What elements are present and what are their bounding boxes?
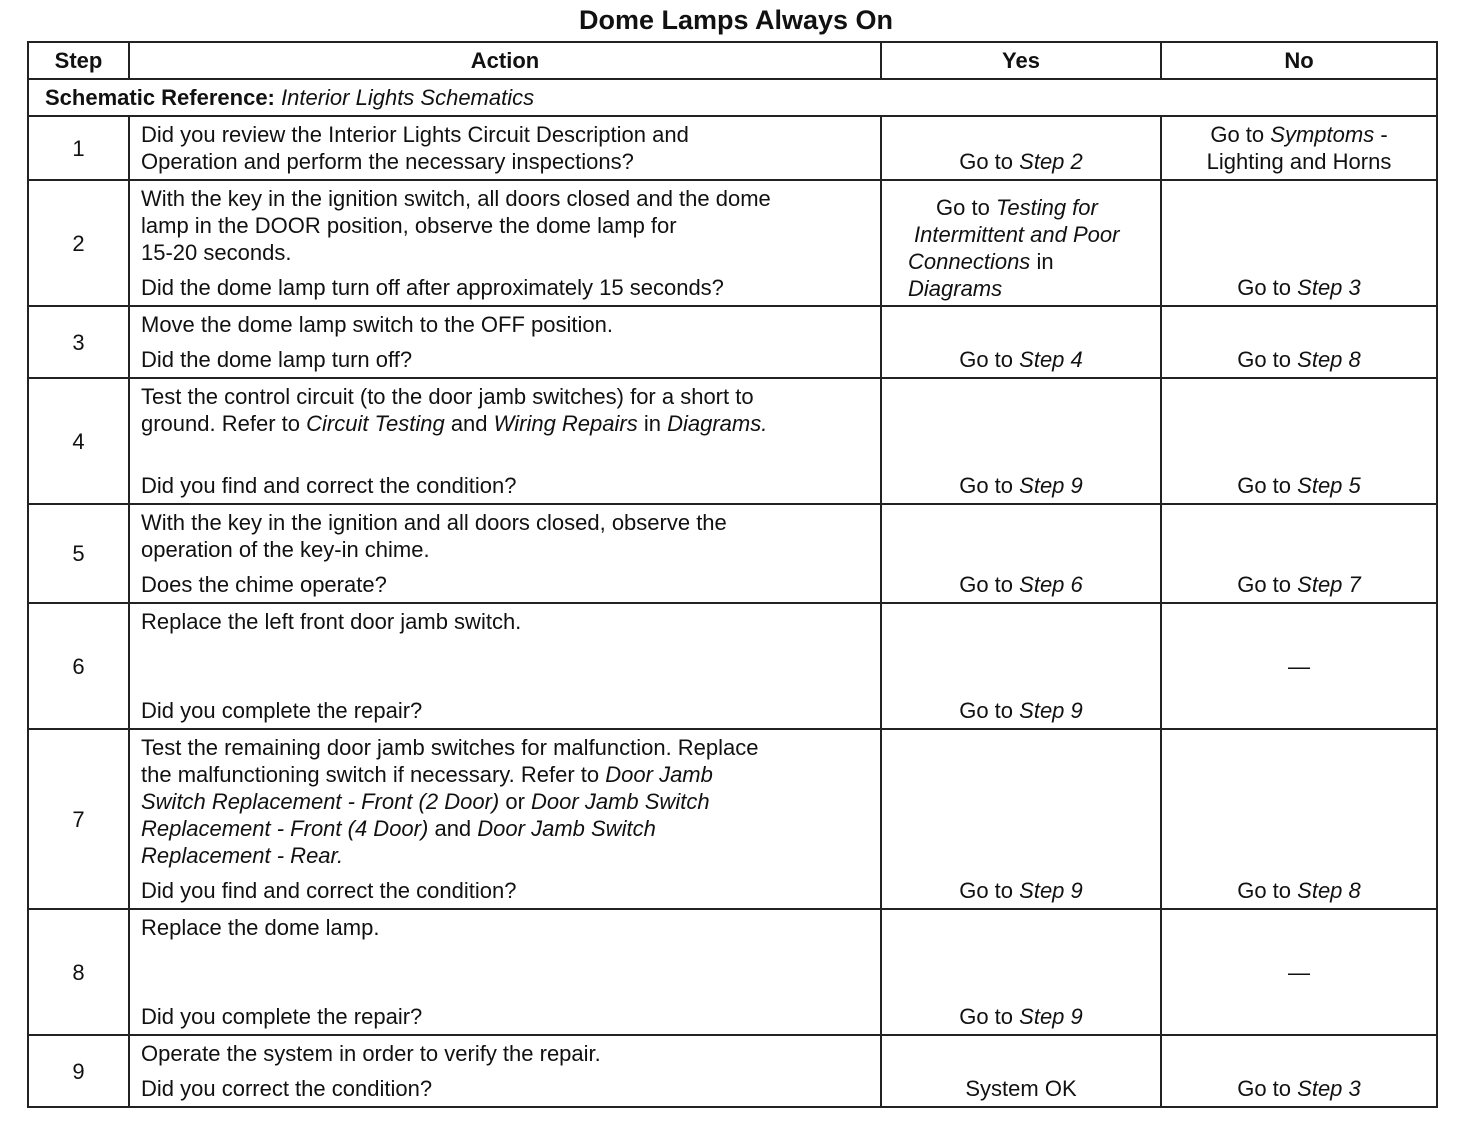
no-cell: — [1161,603,1437,729]
action-line: Replace the dome lamp. [141,915,380,940]
action-question: Did you find and correct the condition? [141,878,517,903]
yes-link[interactable]: Connections [908,249,1031,274]
no-cell: Go to Step 8 [1161,306,1437,378]
action-line: Replacement - Front (4 Door) and Door Jamb Switch [141,816,656,841]
yes-cell: Go to Step 4 [881,306,1161,378]
step-number: 4 [28,378,129,504]
step-number: 2 [28,180,129,306]
action-link[interactable]: Replacement - Front (4 Door) [141,816,429,841]
action-cell [129,909,881,1035]
table-row [28,909,1437,1035]
yes-link[interactable]: Step 6 [1019,572,1083,597]
no-cell: — [1161,909,1437,1035]
table-row [28,729,1437,909]
no-cell: Go to Step 8 [1161,729,1437,909]
table-row [28,504,1437,603]
no-link-line2[interactable]: Lighting and Horns [1206,149,1392,174]
step-number: 9 [28,1035,129,1107]
step-number: 5 [28,504,129,603]
yes-cell: System OK [881,1035,1161,1107]
step-number: 3 [28,306,129,378]
action-link[interactable]: Replacement - Rear. [141,843,344,868]
yes-link[interactable]: Step 9 [1019,878,1083,903]
action-link[interactable]: Switch Replacement - Front (2 Door) [141,789,500,814]
yes-link[interactable]: Step 9 [1019,473,1083,498]
no-cell: Go to Step 3 [1161,180,1437,306]
action-question: Did you find and correct the condition? [141,473,517,498]
action-line: With the key in the ignition switch, all doors closed and the dome [141,186,771,211]
action-cell [129,180,881,306]
action-question: Did the dome lamp turn off? [141,347,413,372]
no-link[interactable]: Step 3 [1297,1076,1361,1101]
yes-cell: Go to Step 9 [881,603,1161,729]
header-row [28,42,1437,79]
action-line: Operate the system in order to verify the repair. [141,1041,601,1066]
action-line: lamp in the DOOR position, observe the dome lamp for [141,213,677,238]
yes-cell: Go to Step 6 [881,504,1161,603]
diagnostic-table [27,41,1438,1108]
action-link[interactable]: Wiring Repairs [493,411,638,436]
no-link[interactable]: Step 8 [1297,878,1361,903]
table-row [28,378,1437,504]
yes-cell: Go to Step 9 [881,378,1161,504]
action-cell [129,603,881,729]
action-cell [129,729,881,909]
yes-cell: Go to Step 9 [881,729,1161,909]
action-line: Switch Replacement - Front (2 Door) or Door Jamb Switch [141,789,710,814]
action-line: Move the dome lamp switch to the OFF position. [141,312,613,337]
action-question: Did you correct the condition? [141,1076,433,1101]
no-link[interactable]: Step 5 [1297,473,1361,498]
yes-link[interactable]: Step 2 [1019,149,1083,174]
action-line: operation of the key-in chime. [141,537,430,562]
action-link[interactable]: Diagrams. [667,411,768,436]
table-row [28,116,1437,180]
action-cell [129,1035,881,1107]
action-link[interactable]: Door Jamb Switch [531,789,710,814]
action-line: Did you review the Interior Lights Circuit Description and [141,122,689,147]
table-row [28,306,1437,378]
header-yes: Yes [881,42,1161,79]
table-row [28,1035,1437,1107]
action-line [141,842,870,869]
action-line: 15-20 seconds. [141,240,292,265]
action-line: Operation and perform the necessary inspections? [141,149,634,174]
step-number: 7 [28,729,129,909]
no-link[interactable]: Step 8 [1297,347,1361,372]
action-link[interactable]: Door Jamb [605,762,713,787]
yes-link[interactable]: Testing for [995,195,1098,220]
action-link[interactable]: Door Jamb Switch [477,816,656,841]
action-line: Test the remaining door jamb switches for malfunction. Replace [141,735,759,760]
no-link[interactable]: Step 3 [1297,275,1361,300]
page-title: Dome Lamps Always On [578,5,894,35]
yes-cell: Go to Step 2 [881,116,1161,180]
table-row [28,603,1437,729]
action-cell [129,504,881,603]
action-link[interactable]: Circuit Testing [306,411,445,436]
yes-link[interactable]: Step 9 [1019,698,1083,723]
action-question: Did you complete the repair? [141,698,423,723]
step-number: 6 [28,603,129,729]
yes-link[interactable]: Intermittent and Poor [914,222,1120,247]
yes-cell: Go to Step 9 [881,909,1161,1035]
header-no: No [1161,42,1437,79]
action-line: With the key in the ignition and all doors closed, observe the [141,510,727,535]
header-action: Action [129,42,881,79]
action-line: Replace the left front door jamb switch. [141,609,522,634]
action-line: ground. Refer to Circuit Testing and Wiring Repairs in Diagrams. [141,411,768,436]
no-link[interactable]: Step 7 [1297,572,1361,597]
header-step: Step [28,42,129,79]
action-cell [129,116,881,180]
action-question: Did you complete the repair? [141,1004,423,1029]
action-cell [129,306,881,378]
no-cell: Go to Symptoms - Lighting and Horns [1161,116,1437,180]
action-question: Did the dome lamp turn off after approximately 15 seconds? [141,275,724,300]
no-link[interactable]: Symptoms [1270,122,1375,147]
yes-link[interactable]: Step 9 [1019,1004,1083,1029]
step-number: 1 [28,116,129,180]
action-question: Does the chime operate? [141,572,387,597]
no-cell: Go to Step 7 [1161,504,1437,603]
schematic-link[interactable]: Interior Lights Schematics [281,85,535,110]
yes-cell: Go to Testing for Intermittent and Poor Connections in Diagrams [881,180,1161,306]
action-line: the malfunctioning switch if necessary. Refer to Door Jamb [141,762,713,787]
schematic-reference-row [28,79,1437,116]
no-cell: Go to Step 3 [1161,1035,1437,1107]
schematic-label: Schematic Reference: [45,85,275,110]
yes-link[interactable]: Diagrams [908,276,1003,301]
action-line: Test the control circuit (to the door jamb switches) for a short to [141,384,754,409]
table-row [28,180,1437,306]
step-number: 8 [28,909,129,1035]
no-cell: Go to Step 5 [1161,378,1437,504]
yes-link[interactable]: Step 4 [1019,347,1083,372]
action-cell [129,378,881,504]
